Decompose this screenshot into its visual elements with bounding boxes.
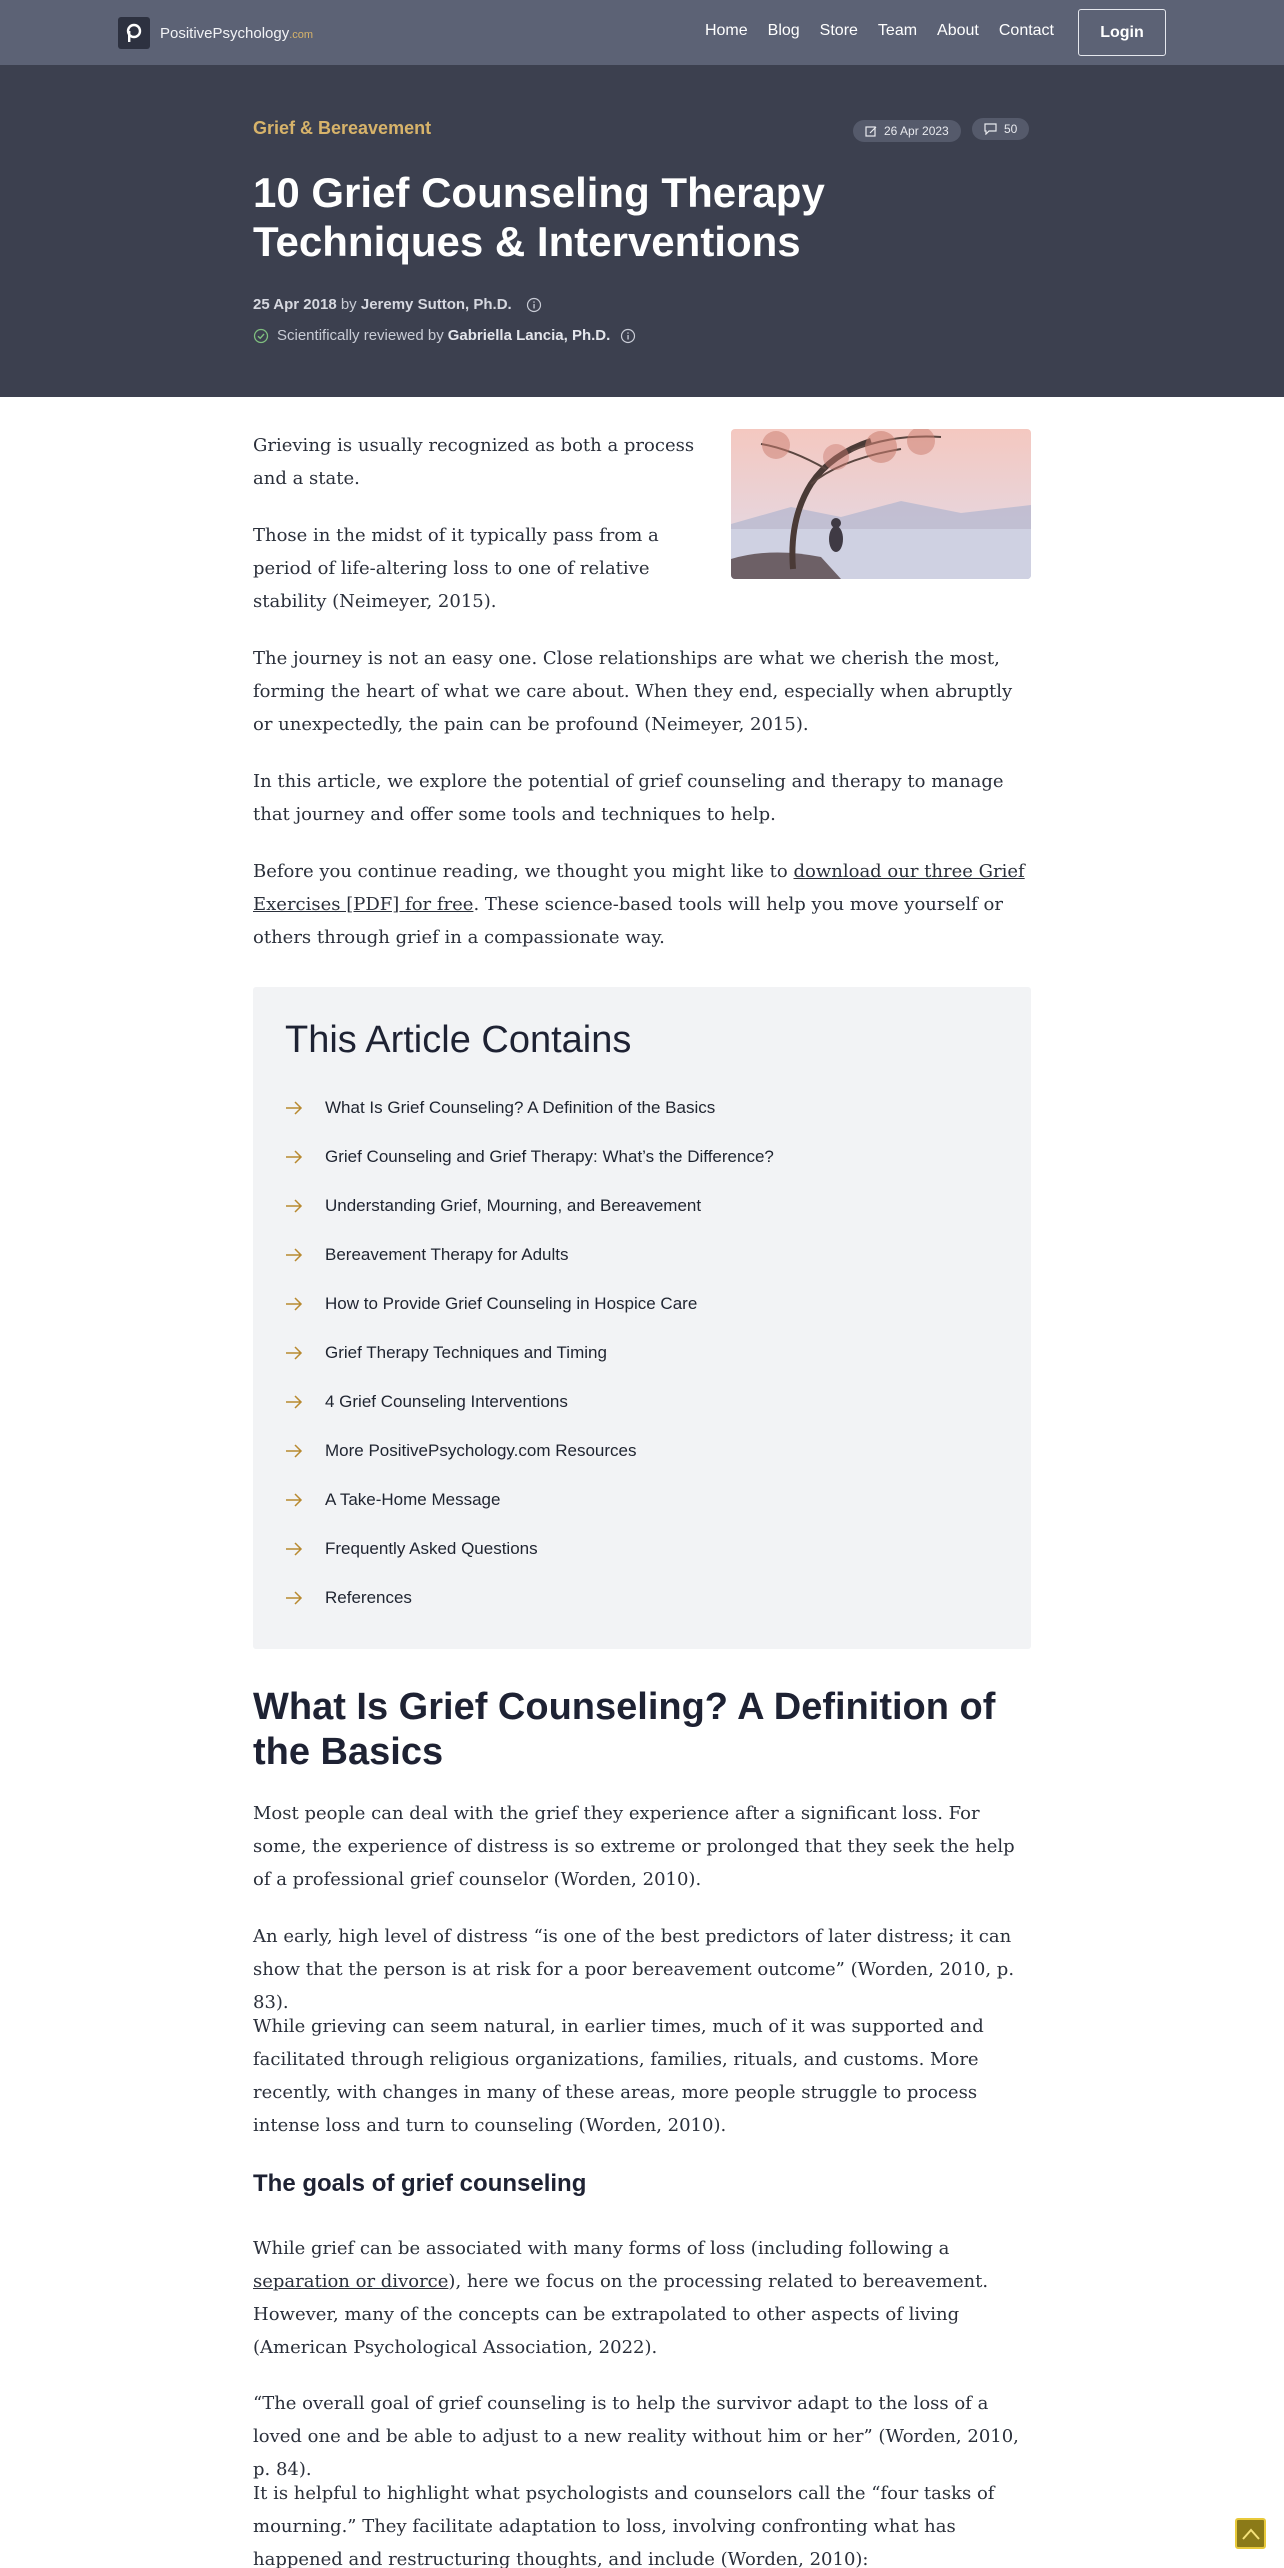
nav-about[interactable]: About — [937, 22, 979, 39]
reviewed-line — [253, 327, 636, 344]
toc-item[interactable]: 4 Grief Counseling Interventions — [285, 1387, 568, 1417]
download-exercises-link[interactable]: download our three Grief Exercises [PDF] for free — [253, 861, 1025, 915]
author-link[interactable]: Jeremy Sutton, Ph.D. — [360, 296, 512, 313]
toc-item[interactable]: References — [285, 1583, 412, 1613]
comments-count: 50 — [1004, 122, 1018, 136]
toc-item[interactable]: A Take-Home Message — [285, 1485, 500, 1515]
toc-item[interactable]: How to Provide Grief Counseling in Hospice Care — [285, 1289, 697, 1319]
arrow-right-icon — [285, 1297, 303, 1311]
body-paragraph: While grief can be associated with many forms of loss (including following a separation or divorce), here we focus on the processing related to bereavement. However, many of the concepts can be extrapolated to other aspects of living (American Psychological Association, 2022). — [253, 2238, 989, 2358]
separation-divorce-link[interactable]: separation or divorce — [253, 2271, 449, 2292]
top-navigation — [0, 0, 1284, 65]
publish-date: 25 Apr 2018 — [253, 296, 337, 313]
body-paragraph: “The overall goal of grief counseling is to help the survivor adapt to the loss of a loved one and be able to adjust to a new reality without him or her” (Worden, 2010, p. 84). — [253, 2393, 1019, 2480]
toc-item[interactable]: Bereavement Therapy for Adults — [285, 1240, 569, 1270]
section-heading: What Is Grief Counseling? A Definition of the Basics — [253, 1686, 996, 1773]
site-logo[interactable] — [118, 17, 313, 49]
chevron-up-icon — [1241, 2527, 1261, 2541]
arrow-right-icon — [285, 1101, 303, 1115]
info-icon[interactable] — [526, 297, 542, 313]
arrow-right-icon — [285, 1199, 303, 1213]
category-link[interactable]: Grief & Bereavement — [253, 118, 432, 138]
byline-by: by — [340, 296, 357, 313]
logo-text: PositivePsychology.com — [160, 24, 314, 42]
main-menu — [685, 22, 1054, 40]
nav-home[interactable]: Home — [704, 22, 748, 39]
arrow-right-icon — [285, 1542, 303, 1556]
toc-item[interactable]: Understanding Grief, Mourning, and Bereavement — [285, 1191, 701, 1221]
body-paragraph: An early, high level of distress “is one of the best predictors of later distress; it can show that the person is at risk for a poor bereavement outcome” (Worden, 2010, p. 83). — [253, 1926, 1015, 2013]
toc-item[interactable]: Grief Therapy Techniques and Timing — [285, 1338, 607, 1368]
arrow-right-icon — [285, 1493, 303, 1507]
nav-contact[interactable]: Contact — [998, 22, 1054, 39]
toc-item[interactable]: Grief Counseling and Grief Therapy: What’s the Difference? — [285, 1142, 774, 1172]
download-paragraph: Before you continue reading, we thought you might like to download our three Grief Exercises [PDF] for free. These science-based tools will help you move yourself or others through grief in a compassionate way. — [253, 861, 1025, 948]
body-paragraph: Most people can deal with the grief they experience after a significant loss. For some, the experience of distress is so extreme or prolonged that they seek the help of a professional grief counselor (Worden, 2010). — [253, 1803, 1015, 1890]
toc-item[interactable]: Frequently Asked Questions — [285, 1534, 538, 1564]
intro-paragraph: Those in the midst of it typically pass from a period of life-altering loss to one of relative stability (Neimeyer, 2015). — [253, 525, 659, 612]
login-button[interactable]: Login — [1078, 9, 1166, 56]
logo-icon — [118, 17, 150, 49]
updated-date: 26 Apr 2023 — [884, 124, 949, 138]
back-to-top-button[interactable] — [1235, 2518, 1266, 2549]
body-paragraph: While grieving can seem natural, in earlier times, much of it was supported and facilitated through religious organizations, families, rituals, and customs. More recently, with changes in many of these areas, more people struggle to process intense loss and turn to counseling (Worden, 2010). — [253, 2016, 984, 2136]
nav-team[interactable]: Team — [877, 22, 918, 39]
arrow-right-icon — [285, 1591, 303, 1605]
updated-date-badge — [853, 120, 961, 142]
article-title: 10 Grief Counseling Therapy Techniques & Interventions — [253, 169, 825, 265]
intro-paragraph: Grieving is usually recognized as both a process and a state. — [253, 435, 695, 489]
arrow-right-icon — [285, 1150, 303, 1164]
arrow-right-icon — [285, 1346, 303, 1360]
toc-item[interactable]: More PositivePsychology.com Resources — [285, 1436, 636, 1466]
nav-blog[interactable]: Blog — [767, 22, 800, 39]
edit-calendar-icon — [865, 125, 877, 137]
arrow-right-icon — [285, 1395, 303, 1409]
info-icon[interactable] — [620, 328, 636, 344]
comment-icon — [984, 123, 997, 135]
toc-item[interactable]: What Is Grief Counseling? A Definition of the Basics — [285, 1093, 715, 1123]
arrow-right-icon — [285, 1444, 303, 1458]
body-paragraph: The journey is not an easy one. Close relationships are what we cherish the most, forming the heart of what we care about. When they end, especially when abruptly or unexpectedly, the pain can be profound (Neimeyer, 2015). — [253, 648, 1013, 735]
body-paragraph: In this article, we explore the potential of grief counseling and therapy to manage that journey and offer some tools and techniques to help. — [253, 771, 1004, 825]
byline — [253, 296, 542, 313]
arrow-right-icon — [285, 1248, 303, 1262]
article-image — [731, 429, 1031, 579]
comments-badge[interactable] — [972, 118, 1029, 140]
body-paragraph: It is helpful to highlight what psychologists and counselors call the “four tasks of mourning.” They facilitate adaptation to loss, involving confronting what has happened and restructuring thoughts, and include (Worden, 2010): — [253, 2483, 995, 2568]
reviewer-link[interactable]: Gabriella Lancia, Ph.D. — [447, 327, 611, 344]
check-circle-icon — [253, 328, 269, 344]
toc-title: This Article Contains — [285, 1019, 632, 1061]
table-of-contents — [253, 987, 1031, 1649]
subsection-heading: The goals of grief counseling — [253, 2170, 587, 2197]
reviewed-label: Scientifically reviewed by — [277, 327, 444, 344]
nav-store[interactable]: Store — [819, 22, 858, 39]
article-header — [0, 65, 1284, 397]
